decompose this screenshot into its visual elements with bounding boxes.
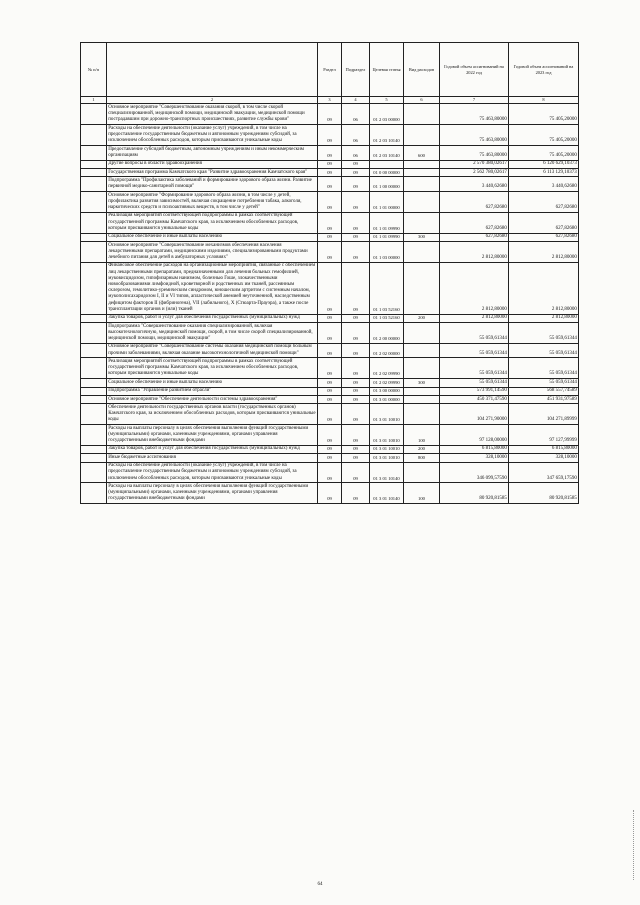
row-amount-2022: 55 059,61344 [440,343,509,358]
column-number: 4 [342,97,370,104]
row-razdel: 09 [318,191,342,212]
row-tselevaya [370,160,404,168]
page-number: 64 [317,882,323,887]
row-description: Расходы на обеспечение деятельности (оказание услуг) учреждений, в том числе на предоставление государственным бюджетным и автономным учреждениям субсидий, за исключением обособленных расходов, которым присваиваются уникальные коды [107,125,318,146]
row-amount-2022: 55 059,61344 [440,358,509,379]
row-vid: 100 [404,425,440,446]
row-tselevaya: 01 1 03 52160 [370,262,404,314]
row-tselevaya: 01 0 00 00000 [370,168,404,176]
row-description: Социальное обеспечение и иные выплаты населению [107,233,318,241]
row-razdel: 09 [318,425,342,446]
table-header-row [81,43,579,97]
row-razdel: 09 [318,387,342,395]
row-description: Основное мероприятие "Совершенствование оказания скорой, в том числе скорой специализированной, медицинской помощи, медицинской эвакуации, медицинской помощи пострадавшим при дорожно-транспортных происшествиях, развитие службы крови" [107,104,318,125]
row-podrazdel: 09 [342,358,370,379]
row-podrazdel: 09 [342,483,370,504]
row-razdel: 09 [318,212,342,233]
row-amount-2023: 55 059,61344 [509,322,579,343]
row-description: Основное мероприятие "Совершенствование системы оказания медицинской помощи больным прочими заболеваниями, включая оказание высокотехнологичной медицинской помощи" [107,343,318,358]
row-vid [404,358,440,379]
row-num-cell [81,104,107,125]
row-razdel: 09 [318,445,342,453]
row-podrazdel: 09 [342,404,370,425]
row-description: Реализация мероприятий соответствующей подпрограммы в рамках соответствующей государственной программы Камчатского края, за исключением обособленных расходов, которым присваиваются уникальные коды [107,212,318,233]
table-body [81,104,579,504]
row-vid [404,262,440,314]
row-description: Расходы на обеспечение деятельности (оказание услуг) учреждений, в том числе на предоставление государственным бюджетным и автономным учреждениям субсидий, за исключением обособленных расходов, которым присваиваются уникальные коды [107,462,318,483]
row-amount-2023: 568 557,74589 [509,387,579,395]
row-amount-2023: 6 113 129,10373 [509,168,579,176]
row-vid: 300 [404,379,440,387]
row-amount-2022: 75 463,80000 [440,104,509,125]
row-amount-2023: 80 920,81585 [509,483,579,504]
row-razdel: 09 [318,358,342,379]
row-num-cell [81,379,107,387]
table-row [81,233,579,241]
row-amount-2022: 97 128,00000 [440,425,509,446]
row-podrazdel: 09 [342,241,370,262]
row-vid [404,177,440,192]
row-razdel: 09 [318,145,342,160]
row-tselevaya: 01 3 01 10010 [370,425,404,446]
row-podrazdel: 09 [342,212,370,233]
table-row [81,343,579,358]
row-description: Расходы на выплаты персоналу в целях обеспечения выполнения функций государственными (муниципальными) органами, казенными учреждениями, органами управления государственными внебюджетными фондами [107,425,318,446]
row-amount-2022: 2 812,80000 [440,241,509,262]
row-amount-2023: 55 059,61344 [509,358,579,379]
row-tselevaya: 01 3 01 10010 [370,454,404,462]
table-row [81,379,579,387]
row-amount-2023: 55 059,61344 [509,379,579,387]
table-row [81,145,579,160]
row-podrazdel: 09 [342,445,370,453]
budget-table [80,42,579,504]
row-description: Другие вопросы в области здравоохранения [107,160,318,168]
row-num-cell [81,445,107,453]
table-row [81,322,579,343]
row-tselevaya: 01 2 02 00000 [370,343,404,358]
row-num-cell [81,168,107,176]
row-amount-2022: 2 570 380,02617 [440,160,509,168]
row-amount-2022: 104 271,90000 [440,404,509,425]
row-razdel: 09 [318,125,342,146]
row-amount-2023: 451 931,97589 [509,395,579,403]
table-row [81,241,579,262]
header-tselevaya: Целевая статья [370,43,404,97]
row-tselevaya: 01 2 03 10140 [370,145,404,160]
row-tselevaya: 01 3 01 10010 [370,445,404,453]
row-amount-2022: 2 562 780,02617 [440,168,509,176]
row-podrazdel: 09 [342,191,370,212]
row-description: Расходы на выплаты персоналу в целях обеспечения выполнения функций государственными (муниципальными) органами, казенными учреждениями, органами управления государственными внебюджетными фондами [107,483,318,504]
row-razdel: 09 [318,104,342,125]
table-row [81,358,579,379]
row-num-cell [81,454,107,462]
row-vid [404,387,440,395]
column-number: 6 [404,97,440,104]
row-num-cell [81,233,107,241]
row-tselevaya: 01 2 02 09990 [370,379,404,387]
row-podrazdel: 09 [342,262,370,314]
row-razdel: 09 [318,262,342,314]
row-num-cell [81,314,107,322]
row-vid [404,212,440,233]
row-amount-2023: 75 405,20000 [509,125,579,146]
row-description: Финансовое обеспечение расходов на организационные мероприятия, связанные с обеспечением лиц лекарственными препаратами, предназначенными для лечения больных гемофилией, муковисцидозом, гипофизарным нанизмом, болезнью Гоше, злокачественными новообразованиями лимфоидной, кроветворной и родственных им тканей, рассеянным склерозом, гемолитико-уремическим синдромом, юношеским артритом с системным началом, мукополисахаридозом I, II и VI типов, апластической анемией неуточненной, наследственным дефицитом факторов II (фибриногена), VII (лабильного), X (Стюарта-Прауэра), а также после трансплантации органов и (или) тканей [107,262,318,314]
row-amount-2022: 55 059,61344 [440,322,509,343]
row-amount-2022: 346 099,57590 [440,462,509,483]
row-amount-2023: 6 120 629,10373 [509,160,579,168]
table-row [81,160,579,168]
row-num-cell [81,387,107,395]
row-num-cell [81,262,107,314]
table-row [81,454,579,462]
header-num: № п/п [81,43,107,97]
row-podrazdel: 09 [342,314,370,322]
row-razdel: 09 [318,241,342,262]
row-razdel: 09 [318,322,342,343]
row-vid [404,241,440,262]
row-description: Подпрограмма "Совершенствование оказания специализированной, включая высокотехнологичную, медицинской помощи, скорой, в том числе скорой специализированной, медицинской помощи, медицинской эвакуации" [107,322,318,343]
row-tselevaya: 01 2 03 10140 [370,125,404,146]
row-amount-2023: 328,10000 [509,454,579,462]
row-vid [404,343,440,358]
row-vid [404,322,440,343]
header-vid: Вид расходов [404,43,440,97]
row-num-cell [81,125,107,146]
row-tselevaya: 01 3 01 10010 [370,404,404,425]
row-amount-2022: 328,10000 [440,454,509,462]
row-podrazdel: 09 [342,395,370,403]
table-row [81,404,579,425]
row-description: Закупка товаров, работ и услуг для обеспечения государственных (муниципальных) нужд [107,314,318,322]
row-podrazdel: 06 [342,125,370,146]
column-number: 3 [318,97,342,104]
row-razdel: 09 [318,343,342,358]
table-row [81,425,579,446]
row-amount-2023: 2 812,80000 [509,262,579,314]
scan-margin-marks [633,810,638,880]
row-amount-2023: 627,82680 [509,191,579,212]
row-tselevaya: 01 2 02 09990 [370,358,404,379]
row-amount-2023: 627,82680 [509,212,579,233]
row-description: Обеспечение деятельности государственных органов власти (государственных органов) Камчатского края, за исключением обособленных расходов, которым присваиваются уникальные коды [107,404,318,425]
row-tselevaya: 01 1 01 09990 [370,212,404,233]
row-vid [404,191,440,212]
row-razdel: 09 [318,177,342,192]
row-num-cell [81,177,107,192]
row-description: Социальное обеспечение и иные выплаты населению [107,379,318,387]
row-amount-2023: 2 812,80000 [509,241,579,262]
table-row [81,177,579,192]
header-podrazdel: Подраздел [342,43,370,97]
row-amount-2023: 75 405,20000 [509,145,579,160]
row-razdel: 09 [318,483,342,504]
table-row [81,104,579,125]
table-row [81,387,579,395]
row-amount-2022: 627,82680 [440,212,509,233]
row-tselevaya: 01 3 01 10140 [370,462,404,483]
row-amount-2022: 80 920,81585 [440,483,509,504]
row-razdel: 09 [318,314,342,322]
row-num-cell [81,145,107,160]
row-podrazdel: 09 [342,322,370,343]
header-2022: Годовой объем ассигнований на 2022 год [440,43,509,97]
table-row [81,462,579,483]
row-vid [404,395,440,403]
row-vid: 800 [404,454,440,462]
row-description: Предоставление субсидий бюджетным, автономным учреждениям и иным некоммерческим организациям [107,145,318,160]
row-podrazdel: 06 [342,145,370,160]
row-razdel: 09 [318,168,342,176]
row-vid [404,462,440,483]
row-vid: 100 [404,483,440,504]
row-amount-2022: 75 463,80000 [440,125,509,146]
row-num-cell [81,212,107,233]
column-number: 2 [107,97,318,104]
row-razdel: 09 [318,395,342,403]
row-razdel: 09 [318,379,342,387]
row-podrazdel: 09 [342,233,370,241]
row-razdel: 09 [318,233,342,241]
row-vid [404,168,440,176]
row-tselevaya: 01 1 03 52160 [370,314,404,322]
row-num-cell [81,191,107,212]
row-amount-2023: 75 405,20000 [509,104,579,125]
row-vid [404,125,440,146]
row-tselevaya: 01 2 03 00000 [370,104,404,125]
row-tselevaya: 01 3 00 00000 [370,387,404,395]
row-num-cell [81,343,107,358]
row-amount-2022: 573 991,14590 [440,387,509,395]
table-row [81,191,579,212]
table-row [81,262,579,314]
row-amount-2023: 627,82680 [509,233,579,241]
row-amount-2022: 627,82680 [440,233,509,241]
row-amount-2022: 627,82680 [440,191,509,212]
row-podrazdel: 09 [342,462,370,483]
row-amount-2023: 6 815,80000 [509,445,579,453]
header-desc [107,43,318,97]
row-description: Реализация мероприятий соответствующей подпрограммы в рамках соответствующей государственной программы Камчатского края, за исключением обособленных расходов, которым присваиваются уникальные коды [107,358,318,379]
table-row [81,445,579,453]
row-amount-2023: 347 659,17590 [509,462,579,483]
row-description: Иные бюджетные ассигнования [107,454,318,462]
row-razdel: 09 [318,462,342,483]
row-vid [404,104,440,125]
row-num-cell [81,241,107,262]
header-razdel: Раздел [318,43,342,97]
row-tselevaya: 01 2 00 00000 [370,322,404,343]
row-podrazdel: 06 [342,104,370,125]
row-description: Подпрограмма "Управление развитием отрасли" [107,387,318,395]
row-vid: 200 [404,314,440,322]
row-num-cell [81,160,107,168]
table-row [81,314,579,322]
row-razdel: 09 [318,160,342,168]
row-podrazdel: 09 [342,387,370,395]
table-row [81,125,579,146]
row-amount-2023: 97 127,99999 [509,425,579,446]
table-row [81,212,579,233]
row-description: Государственная программа Камчатского края "Развитие здравоохранения Камчатского края" [107,168,318,176]
row-podrazdel: 09 [342,168,370,176]
row-tselevaya: 01 3 01 10140 [370,483,404,504]
row-num-cell [81,395,107,403]
table-row [81,168,579,176]
row-amount-2023: 55 059,61344 [509,343,579,358]
row-razdel: 09 [318,454,342,462]
header-2023: Годовой объем ассигнований на 2023 год [509,43,579,97]
row-razdel: 09 [318,404,342,425]
row-podrazdel: 09 [342,343,370,358]
row-podrazdel: 09 [342,177,370,192]
column-number: 7 [440,97,509,104]
column-number: 1 [81,97,107,104]
row-podrazdel: 09 [342,160,370,168]
column-number-row [81,97,579,104]
row-num-cell [81,358,107,379]
row-num-cell [81,322,107,343]
row-podrazdel: 09 [342,454,370,462]
row-tselevaya: 01 1 01 00000 [370,191,404,212]
row-amount-2023: 2 812,80000 [509,314,579,322]
row-amount-2022: 3 440,62680 [440,177,509,192]
row-vid [404,404,440,425]
row-amount-2023: 104 271,89999 [509,404,579,425]
column-number: 5 [370,97,404,104]
row-amount-2023: 3 440,62680 [509,177,579,192]
row-vid: 200 [404,445,440,453]
row-tselevaya: 01 1 03 00000 [370,241,404,262]
row-vid: 600 [404,145,440,160]
row-num-cell [81,462,107,483]
row-description: Основное мероприятие "Формирование здорового образа жизни, в том числе у детей, профилактика развития зависимостей, включая сокращение потребления табака, алкоголя, наркотических средств и психоактивных веществ, в том числе у детей" [107,191,318,212]
row-description: Основное мероприятие "Обеспечение деятельности системы здравоохранения" [107,395,318,403]
row-vid: 300 [404,233,440,241]
row-tselevaya: 01 1 01 09990 [370,233,404,241]
column-number: 8 [509,97,579,104]
row-podrazdel: 09 [342,425,370,446]
row-tselevaya: 01 1 00 00000 [370,177,404,192]
row-amount-2022: 6 815,80000 [440,445,509,453]
row-amount-2022: 75 463,80000 [440,145,509,160]
row-vid [404,160,440,168]
row-podrazdel: 09 [342,379,370,387]
row-tselevaya: 01 3 01 00000 [370,395,404,403]
row-description: Основное мероприятие "Совершенствование механизмов обеспечения населения лекарственными препаратами, медицинскими изделиями, специализированными продуктами лечебного питания для детей в амбулаторных условиях" [107,241,318,262]
row-amount-2022: 450 371,47590 [440,395,509,403]
row-description: Подпрограмма "Профилактика заболеваний и формирование здорового образа жизни. Развитие первичной медико-санитарной помощи" [107,177,318,192]
row-num-cell [81,425,107,446]
row-description: Закупка товаров, работ и услуг для обеспечения государственных (муниципальных) нужд [107,445,318,453]
row-amount-2022: 55 059,61344 [440,379,509,387]
row-amount-2022: 2 812,80000 [440,314,509,322]
row-amount-2022: 2 812,80000 [440,262,509,314]
row-num-cell [81,483,107,504]
table-row [81,395,579,403]
table-row [81,483,579,504]
row-num-cell [81,404,107,425]
